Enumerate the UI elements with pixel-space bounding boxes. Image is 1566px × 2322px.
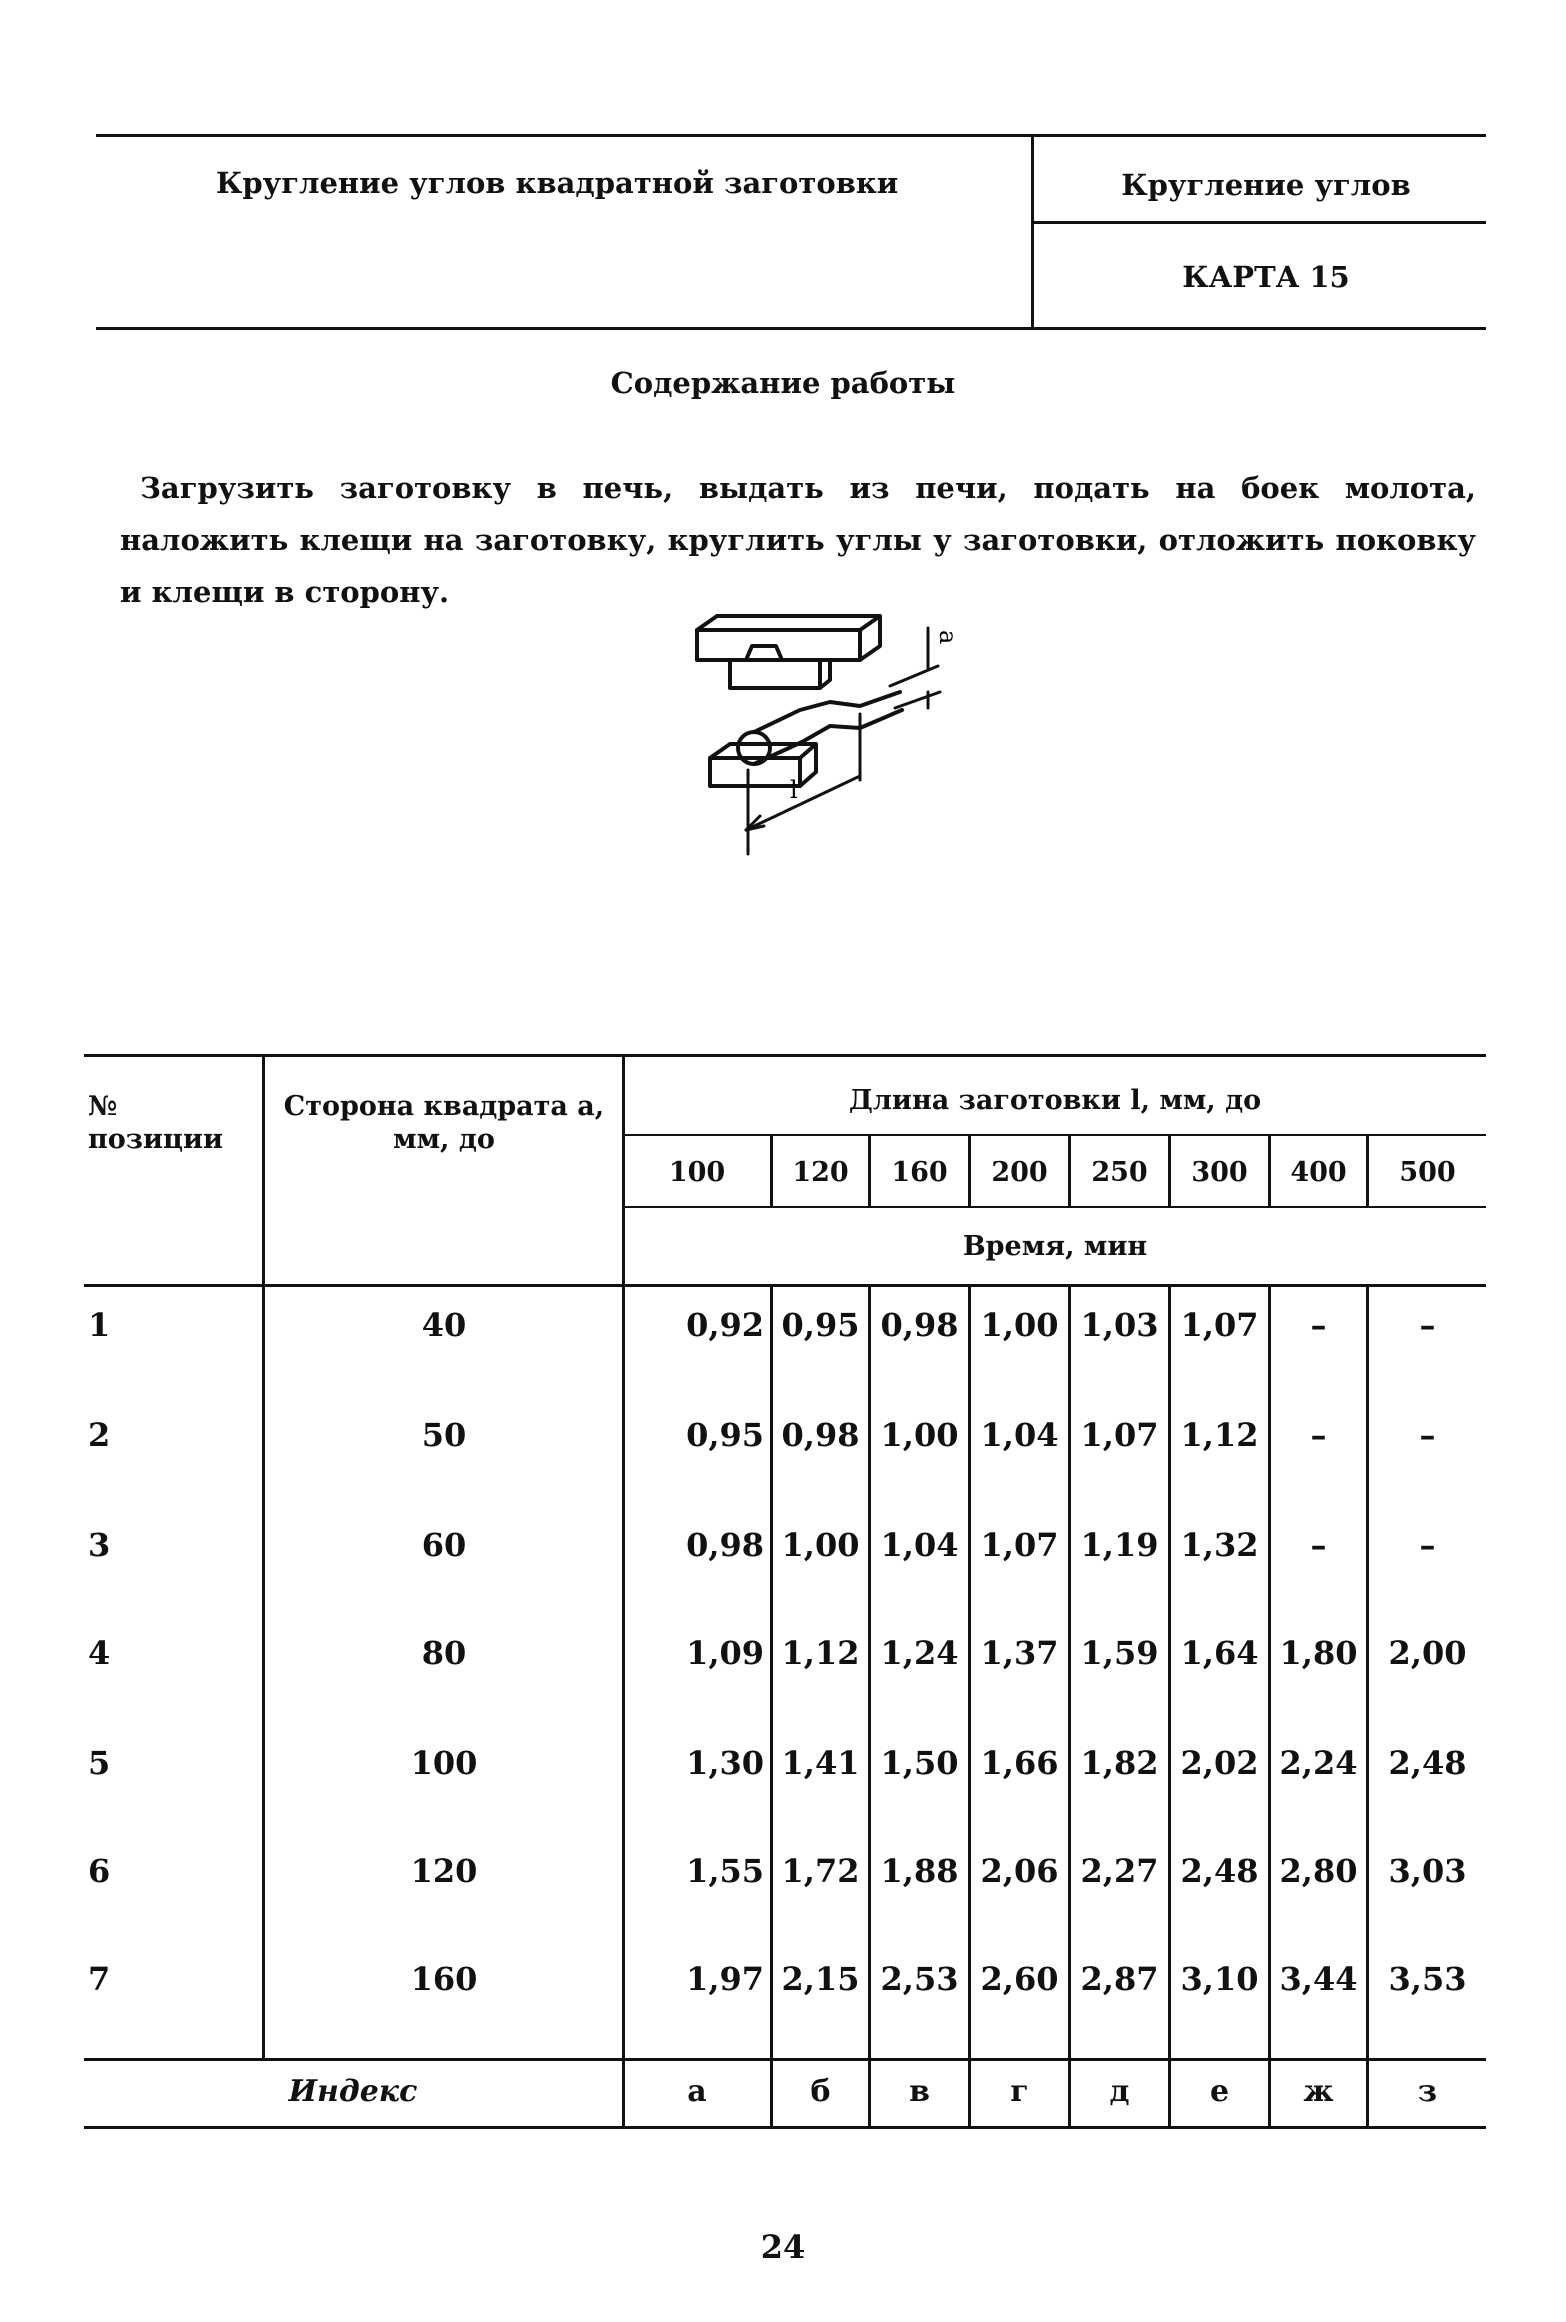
cell-value: – bbox=[1310, 1306, 1327, 1344]
col-header-length: Длина заготовки l, мм, до bbox=[848, 1085, 1262, 1116]
index-value: б bbox=[810, 2074, 831, 2109]
cell-value: 3,53 bbox=[1388, 1960, 1467, 1998]
cell-value: 2,02 bbox=[1180, 1744, 1259, 1782]
cell-value: 2,80 bbox=[1279, 1852, 1358, 1890]
work-description: Загрузить заготовку в печь, выдать из печи, подать на боек молота, наложить клещи на заготовку, круглить углы у заготовки, отложить поковку и клещи в сторону. bbox=[120, 471, 1476, 609]
workpiece-bar bbox=[754, 692, 902, 764]
cell-value: 1,82 bbox=[1080, 1744, 1159, 1782]
cell-value: 0,98 bbox=[880, 1306, 959, 1344]
col-rule-4b bbox=[1068, 1284, 1071, 2129]
dimension-a-label: а bbox=[934, 630, 962, 645]
dimension-a-lines bbox=[890, 628, 940, 708]
cell-value: 1,07 bbox=[980, 1526, 1059, 1564]
header-split-rule bbox=[1031, 221, 1486, 224]
cell-value: 1,66 bbox=[980, 1744, 1059, 1782]
cell-value: 0,95 bbox=[781, 1306, 860, 1344]
length-300: 300 bbox=[1191, 1157, 1248, 1188]
upper-die-block bbox=[730, 660, 830, 688]
cell-value: 1,12 bbox=[1180, 1416, 1259, 1454]
col-rule-3b bbox=[968, 1284, 971, 2129]
row-side: 120 bbox=[410, 1852, 478, 1890]
cell-value: 1,30 bbox=[686, 1744, 764, 1782]
cell-value: 0,98 bbox=[781, 1416, 860, 1454]
table-bottom-rule bbox=[84, 2126, 1486, 2129]
index-value: д bbox=[1109, 2074, 1130, 2109]
upper-die-top bbox=[697, 616, 880, 660]
row-position: 7 bbox=[88, 1960, 111, 1998]
section-title: Содержание работы bbox=[610, 366, 956, 400]
cell-value: 1,32 bbox=[1180, 1526, 1259, 1564]
row-position: 6 bbox=[88, 1852, 111, 1890]
row-side: 50 bbox=[421, 1416, 467, 1454]
cell-value: 2,48 bbox=[1388, 1744, 1467, 1782]
cell-value: 1,04 bbox=[980, 1416, 1059, 1454]
index-value: ж bbox=[1303, 2074, 1334, 2109]
index-value: а bbox=[687, 2074, 707, 2109]
operation-group: Кругление углов bbox=[1121, 168, 1411, 202]
header-bottom-rule bbox=[84, 1284, 1486, 1287]
col-header-position: № позиции bbox=[88, 1091, 224, 1155]
row-side: 160 bbox=[410, 1960, 478, 1998]
col-header-side: Сторона квадрата а, мм, до bbox=[283, 1091, 605, 1155]
row-position: 5 bbox=[88, 1744, 111, 1782]
cell-value: 1,09 bbox=[686, 1634, 764, 1672]
row-side: 40 bbox=[421, 1306, 467, 1344]
cell-value: 2,15 bbox=[781, 1960, 860, 1998]
length-120: 120 bbox=[792, 1157, 849, 1188]
index-value: г bbox=[1010, 2074, 1029, 2109]
length-400: 400 bbox=[1290, 1157, 1347, 1188]
index-value: е bbox=[1209, 2074, 1230, 2109]
header-vertical-rule bbox=[1031, 134, 1034, 330]
col-rule-7b bbox=[1366, 1284, 1369, 2129]
cell-value: 1,19 bbox=[1080, 1526, 1159, 1564]
length-500: 500 bbox=[1399, 1157, 1456, 1188]
cell-value: 1,72 bbox=[781, 1852, 860, 1890]
cell-value: 1,00 bbox=[880, 1416, 959, 1454]
time-unit-label: Время, мин bbox=[962, 1231, 1148, 1262]
row-side: 60 bbox=[421, 1526, 467, 1564]
index-value: в bbox=[909, 2074, 930, 2109]
cell-value: 2,48 bbox=[1180, 1852, 1259, 1890]
cell-value: 3,10 bbox=[1180, 1960, 1259, 1998]
cell-value: 0,95 bbox=[686, 1416, 764, 1454]
cell-value: 3,03 bbox=[1388, 1852, 1467, 1890]
cell-value: 0,92 bbox=[686, 1306, 764, 1344]
row-position: 1 bbox=[88, 1306, 111, 1344]
length-100: 100 bbox=[668, 1157, 726, 1188]
cell-value: – bbox=[1310, 1526, 1327, 1564]
cell-value: 1,64 bbox=[1180, 1634, 1259, 1672]
cell-value: 2,87 bbox=[1080, 1960, 1159, 1998]
cell-value: 1,24 bbox=[880, 1634, 959, 1672]
cell-value: 0,98 bbox=[686, 1526, 764, 1564]
cell-value: 1,59 bbox=[1080, 1634, 1159, 1672]
cell-value: 1,04 bbox=[880, 1526, 959, 1564]
length-header-rule bbox=[624, 1134, 1486, 1136]
index-label: Индекс bbox=[288, 2074, 418, 2109]
cell-value: 1,12 bbox=[781, 1634, 860, 1672]
cell-value: 2,00 bbox=[1388, 1634, 1467, 1672]
cell-value: 2,06 bbox=[980, 1852, 1059, 1890]
cell-value: – bbox=[1310, 1416, 1327, 1454]
cell-value: – bbox=[1419, 1526, 1436, 1564]
col-rule-5b bbox=[1168, 1284, 1171, 2129]
header-top-rule bbox=[96, 134, 1486, 137]
lengths-row-rule bbox=[624, 1206, 1486, 1208]
cell-value: 1,50 bbox=[880, 1744, 959, 1782]
row-position: 3 bbox=[88, 1526, 111, 1564]
row-side: 100 bbox=[410, 1744, 478, 1782]
cell-value: 2,53 bbox=[880, 1960, 959, 1998]
time-norm-table bbox=[84, 1054, 1486, 2129]
card-number: КАРТА 15 bbox=[1182, 260, 1350, 294]
col-rule-6b bbox=[1268, 1284, 1271, 2129]
index-value: з bbox=[1417, 2074, 1438, 2109]
upper-die-notch bbox=[746, 646, 782, 660]
cell-value: 1,37 bbox=[980, 1634, 1059, 1672]
index-top-rule bbox=[84, 2058, 1486, 2061]
forging-sketch bbox=[690, 610, 1020, 950]
dimension-l-label: l bbox=[790, 776, 798, 804]
operation-title: Кругление углов квадратной заготовки bbox=[216, 166, 899, 200]
cell-value: 2,27 bbox=[1080, 1852, 1159, 1890]
cell-value: – bbox=[1419, 1306, 1436, 1344]
table-top-rule bbox=[84, 1054, 1486, 1057]
length-200: 200 bbox=[991, 1157, 1048, 1188]
position-column-rule bbox=[262, 1054, 265, 2058]
length-250: 250 bbox=[1091, 1157, 1148, 1188]
row-side: 80 bbox=[421, 1634, 467, 1672]
row-position: 2 bbox=[88, 1416, 111, 1454]
cell-value: 1,41 bbox=[781, 1744, 860, 1782]
header-bottom-rule bbox=[96, 327, 1486, 330]
cell-value: 1,88 bbox=[880, 1852, 959, 1890]
cell-value: 2,24 bbox=[1279, 1744, 1358, 1782]
cell-value: 1,00 bbox=[980, 1306, 1059, 1344]
cell-value: 1,80 bbox=[1279, 1634, 1358, 1672]
col-rule-1b bbox=[770, 1284, 773, 2129]
cell-value: 2,60 bbox=[980, 1960, 1059, 1998]
cell-value: – bbox=[1419, 1416, 1436, 1454]
cell-value: 1,97 bbox=[686, 1960, 764, 1998]
col-rule-2b bbox=[868, 1284, 871, 2129]
cell-value: 1,07 bbox=[1180, 1306, 1259, 1344]
cell-value: 1,07 bbox=[1080, 1416, 1159, 1454]
cell-value: 1,00 bbox=[781, 1526, 860, 1564]
cell-value: 3,44 bbox=[1279, 1960, 1358, 1998]
page-number: 24 bbox=[760, 2228, 806, 2266]
cell-value: 1,03 bbox=[1080, 1306, 1159, 1344]
cell-value: 1,55 bbox=[686, 1852, 764, 1890]
card-header bbox=[96, 134, 1486, 330]
row-position: 4 bbox=[88, 1634, 111, 1672]
length-160: 160 bbox=[891, 1157, 948, 1188]
